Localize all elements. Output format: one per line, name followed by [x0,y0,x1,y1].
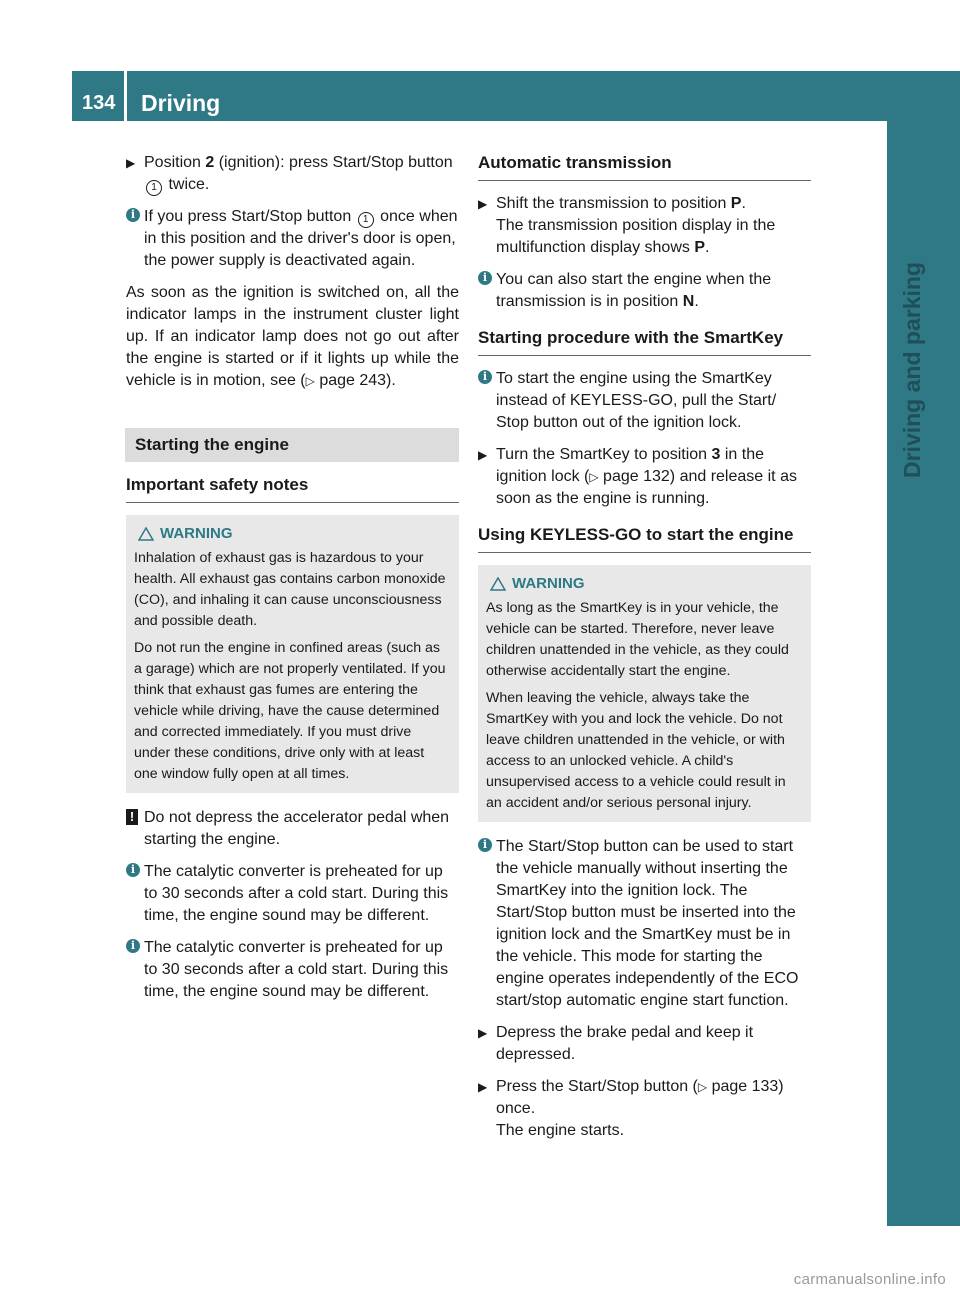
info-icon: i [478,370,492,384]
page-ref-arrow-icon: ▷ [589,470,599,484]
step-arrow-icon: ▶ [478,1026,488,1040]
page-ref-arrow-icon: ▷ [697,1080,708,1094]
info-note [478,836,811,1012]
note-text: . [694,293,699,310]
note-text: The Start/Stop button can be used to start the vehicle manually without inserting the SmartKey into the ignition lock. The Start/Stop button must be inserted into the ignition lock and the SmartKey must be in the vehicle. This mode for starting the engine operates independently of the ECO start/stop automatic engine start function. [496,838,799,1009]
caution-text: Do not depress the accelerator pedal when starting the engine. [144,809,450,848]
step-arrow-icon: ▶ [478,448,488,462]
position-number: 3 [711,446,721,463]
step-text: Shift the transmission to position [496,195,731,212]
paragraph-text: As soon as the ignition is switched on, all the indicator lamps in the instrument cluster light up. If an indicator lamp does not go out after the engine is started or if it lights up while the vehicle is in motion, see ( [126,284,459,389]
step-text: . [704,239,710,256]
info-icon: i [126,208,140,222]
page-number: 134 [82,92,116,114]
step-arrow-icon: ▶ [478,197,488,211]
info-note [126,861,459,927]
subsection-heading: Important safety notes [126,474,459,503]
button-1-icon: 1 [146,180,162,196]
note-text: once when in this position and the driver's door is open, the power supply is deactivated again. [144,208,458,269]
side-tab-label: Driving and parking [899,262,925,478]
warning-text: Inhalation of exhaust gas is hazardous to your health. All exhaust gas contains carbon monoxide (CO), and inhaling it can cause unconsciousness and possible death. [134,550,446,629]
step-arrow-icon: ▶ [126,156,136,170]
subsection-heading: Starting procedure with the SmartKey [478,327,811,356]
info-note [126,937,459,1003]
warning-text: As long as the SmartKey is in your vehicle, the vehicle can be started. Therefore, never leave children unattended in the vehicle, as they could otherwise accidentally start the engine. [486,600,789,679]
subsection-heading: Using KEYLESS-GO to start the engine [478,524,811,553]
note-text: If you press Start/Stop button [144,208,356,225]
info-note [126,206,459,272]
info-note [478,269,811,313]
warning-text: When leaving the vehicle, always take the SmartKey with you and lock the vehicle. Do not leave children unattended in the vehicle, or with access to an unlocked vehicle. A child's unsupervised access to a vehicle could result in an accident and/or serious personal injury. [486,690,786,811]
warning-box [126,515,459,793]
step-brake-pedal [478,1022,811,1066]
info-icon: i [478,271,492,285]
header-divider [124,71,127,121]
warning-title [486,573,803,594]
warning-title [134,523,451,544]
step-text: The engine starts. [496,1122,625,1139]
step-text: in the ignition lock ( [496,446,765,485]
warning-label: WARNING [512,575,585,592]
step-shift-p [478,193,811,259]
indicator-lamps-paragraph [126,282,459,392]
page-link[interactable]: page 243). [314,372,396,389]
step-text: . [741,195,746,212]
position-number: 2 [205,154,215,171]
subsection-heading: Automatic transmission [478,152,811,181]
section-title: Driving [141,90,221,116]
right-column [478,152,811,1152]
gear-position: N [682,293,695,310]
step-text: twice. [164,176,210,193]
left-column [126,152,459,1013]
step-text: Press the Start/Stop button ( [496,1078,698,1095]
page-ref-arrow-icon: ▷ [305,374,315,388]
warning-triangle-icon [138,527,154,541]
note-text: The catalytic converter is preheated for up to 30 seconds after a cold start. During this time, the engine sound may be different. [144,863,449,924]
watermark[interactable]: carmanualsonline.info [793,1271,946,1288]
step-text: Depress the brake pedal and keep it depressed. [496,1024,754,1063]
step-turn-smartkey [478,444,811,510]
step-arrow-icon: ▶ [478,1080,488,1094]
step-text: Turn the SmartKey to position [496,446,712,463]
caution-note [126,807,459,851]
caution-icon: ! [126,809,138,825]
warning-triangle-icon [490,577,506,591]
note-text: You can also start the engine when the transmission is in position [496,271,772,310]
gear-position: P [694,239,705,256]
page-link[interactable]: page 133) once. [496,1078,784,1117]
page-link[interactable]: page 132) and release it as soon as the engine is running. [496,468,797,507]
section-heading: Starting the engine [125,428,459,462]
gear-position: P [730,195,742,212]
button-1-icon: 1 [358,212,374,228]
step-press-start-stop [478,1076,811,1142]
info-note [478,368,811,434]
warning-text: Do not run the engine in confined areas (such as a garage) which are not properly ventilated. If you think that exhaust gas fumes are entering the vehicle while driving, have the cause determined and corrected immediately. If you must drive under these conditions, drive only with at least one window fully open at all times. [134,640,446,782]
step-text: Position [144,154,206,171]
info-icon: i [478,838,492,852]
step-position-2 [126,152,459,196]
info-icon: i [126,939,140,953]
info-icon: i [126,863,140,877]
note-text: To start the engine using the SmartKey instead of KEYLESS-GO, pull the Start/ Stop button out of the ignition lock. [496,370,777,431]
note-text: The catalytic converter is preheated for up to 30 seconds after a cold start. During this time, the engine sound may be different. [144,939,449,1000]
step-text: The transmission position display in the multifunction display shows [496,217,776,256]
warning-label: WARNING [160,525,233,542]
step-text: (ignition): press Start/Stop button [214,154,453,171]
warning-box [478,565,811,822]
